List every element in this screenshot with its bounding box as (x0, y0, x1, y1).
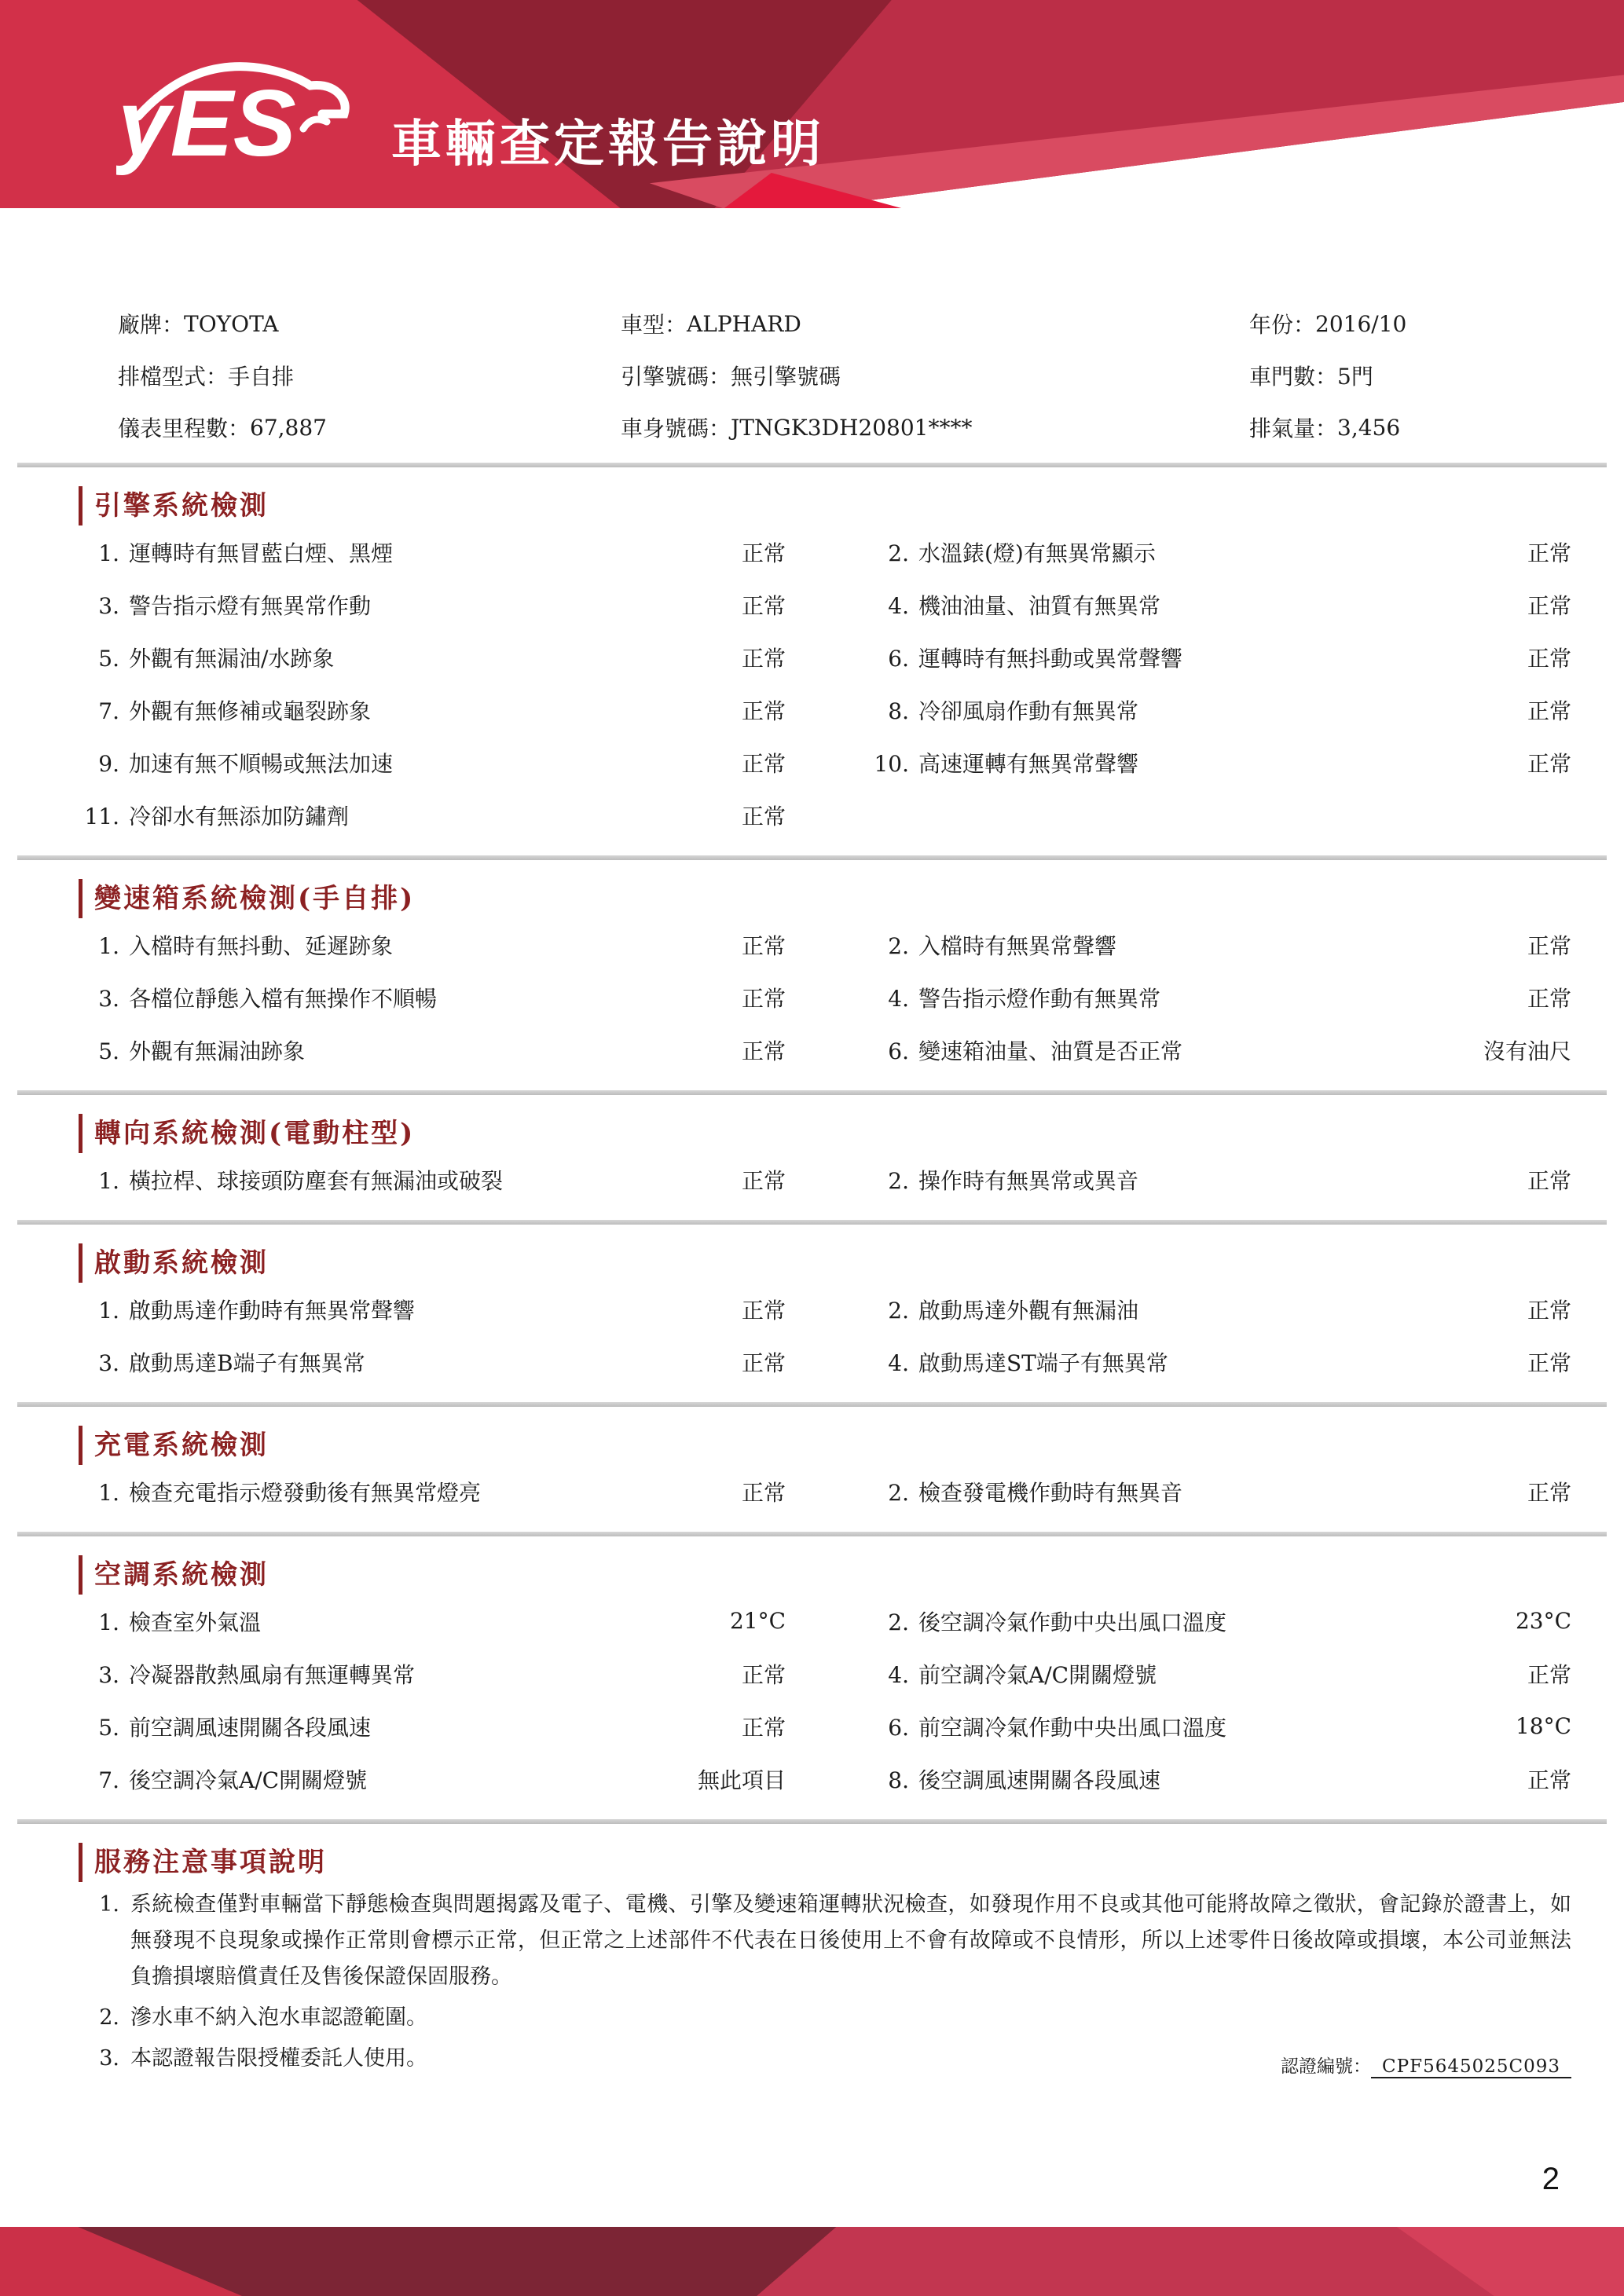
item-label-cell (786, 1658, 1446, 1690)
item-label: 外觀有無漏油跡象 (129, 1038, 306, 1064)
item-number: 7. (98, 1767, 119, 1793)
section-title: 充電系統檢測 (79, 1426, 1571, 1465)
item-value: 正常 (1527, 1167, 1571, 1194)
item-label-cell (79, 1346, 684, 1378)
item-label-cell (79, 1164, 684, 1196)
item-value: 正常 (741, 1349, 786, 1376)
cert-label: 認證編號： (1281, 2056, 1372, 2078)
item-number: 1. (98, 1167, 119, 1194)
item-label-cell (79, 1476, 684, 1507)
item-number: 10. (874, 750, 909, 777)
item-label: 檢查充電指示燈發動後有無異常燈亮 (129, 1479, 482, 1506)
section-title: 轉向系統檢測(電動柱型) (79, 1114, 1571, 1153)
item-label-cell (786, 1034, 1446, 1066)
item-value: 正常 (1527, 750, 1571, 777)
item-label: 外觀有無修補或龜裂跡象 (129, 698, 372, 724)
yes-logo (116, 38, 387, 175)
info-value: TOYOTA (184, 310, 279, 337)
note-text: 本認證報告限授權委託人使用。 (130, 2045, 427, 2071)
info-label: 車身號碼： (621, 416, 731, 441)
inspection-row (79, 578, 1571, 631)
item-value: 正常 (1527, 698, 1571, 724)
item-number: 1. (98, 1609, 119, 1635)
inspection-row (79, 1595, 1571, 1647)
item-number: 2. (888, 1479, 909, 1506)
item-label: 加速有無不順暢或無法加速 (129, 750, 394, 777)
item-label: 冷卻風扇作動有無異常 (918, 698, 1139, 724)
item-label-cell (79, 800, 684, 831)
section-divider (17, 1819, 1607, 1824)
info-year (1249, 298, 1571, 350)
section-divider (17, 1532, 1607, 1536)
item-number: 2. (888, 1297, 909, 1324)
section-divider (17, 1220, 1607, 1225)
item-label: 後空調風速開關各段風速 (918, 1767, 1161, 1793)
inspection-row (79, 631, 1571, 683)
item-label-cell (786, 642, 1446, 673)
item-number: 2. (888, 932, 909, 959)
info-value: 無引擎號碼 (731, 364, 841, 390)
item-label: 啟動馬達B端子有無異常 (129, 1349, 365, 1376)
inspection-section (0, 1426, 1624, 1529)
inspection-row (79, 1647, 1571, 1700)
note-number: 2. (99, 2005, 119, 2030)
service-notes (79, 1887, 1571, 2076)
page-header (0, 0, 1624, 208)
item-label: 變速箱油量、油質是否正常 (918, 1038, 1183, 1064)
inspection-section (0, 879, 1624, 1087)
item-label-cell (786, 1164, 1446, 1196)
item-number: 3. (98, 985, 119, 1012)
inspection-row (79, 1153, 1571, 1206)
item-value: 正常 (741, 592, 786, 619)
item-number: 2. (888, 1609, 909, 1635)
item-label: 啟動馬達外觀有無漏油 (918, 1297, 1139, 1324)
item-label-cell (786, 1346, 1446, 1378)
info-label: 儀表里程數： (118, 416, 251, 441)
info-model (621, 298, 1249, 350)
item-number: 4. (888, 1349, 909, 1376)
item-number: 3. (98, 1349, 119, 1376)
item-label-cell (79, 642, 684, 673)
item-label: 檢查室外氣溫 (129, 1609, 262, 1635)
item-label: 後空調冷氣作動中央出風口溫度 (918, 1609, 1227, 1635)
section-title: 引擎系統檢測 (79, 486, 1571, 525)
item-value: 正常 (1527, 592, 1571, 619)
section-divider (17, 1090, 1607, 1095)
item-number: 3. (98, 1661, 119, 1688)
section-divider (17, 1402, 1607, 1407)
section-divider (17, 855, 1607, 860)
inspection-section (0, 1114, 1624, 1217)
item-label: 橫拉桿、球接頭防塵套有無漏油或破裂 (129, 1167, 504, 1194)
section-title: 空調系統檢測 (79, 1555, 1571, 1595)
item-value: 正常 (741, 985, 786, 1012)
item-value: 正常 (1527, 1479, 1571, 1506)
item-label: 冷卻水有無添加防鏽劑 (129, 803, 350, 829)
item-label: 前空調風速開關各段風速 (129, 1714, 372, 1741)
item-label: 啟動馬達作動時有無異常聲響 (129, 1297, 416, 1324)
item-label-cell (79, 982, 684, 1013)
item-number: 5. (98, 1714, 119, 1741)
item-label-cell (786, 1606, 1446, 1637)
item-number: 6. (888, 1714, 909, 1741)
inspection-row (79, 971, 1571, 1023)
item-label-cell (786, 1711, 1446, 1742)
note-number: 1. (99, 1892, 119, 1917)
item-label-cell (786, 982, 1446, 1013)
item-label-cell (79, 589, 684, 621)
info-mileage (118, 401, 621, 453)
item-label-cell (786, 1763, 1446, 1795)
item-label-cell (79, 1711, 684, 1742)
item-number: 2. (888, 1167, 909, 1194)
svg-text:yES: yES (118, 71, 296, 175)
item-value: 沒有油尺 (1483, 1038, 1571, 1064)
item-number: 4. (888, 1661, 909, 1688)
item-label: 冷凝器散熱風扇有無運轉異常 (129, 1661, 416, 1688)
item-label: 操作時有無異常或異音 (918, 1167, 1139, 1194)
item-label: 後空調冷氣A/C開關燈號 (129, 1767, 368, 1793)
item-number: 6. (888, 1038, 909, 1064)
item-label: 警告指示燈作動有無異常 (918, 985, 1161, 1012)
certification-number (1281, 2052, 1571, 2078)
inspection-row (79, 1335, 1571, 1388)
info-label: 廠牌： (118, 312, 185, 338)
inspection-section (0, 486, 1624, 852)
note-row (79, 2000, 1571, 2036)
item-label-cell (79, 747, 684, 778)
item-value: 18°C (1515, 1713, 1571, 1739)
page-number: 2 (1542, 2162, 1560, 2196)
inspection-row (79, 1752, 1571, 1805)
info-label: 排檔型式： (118, 364, 229, 390)
inspection-row (79, 683, 1571, 736)
item-label-cell (79, 1294, 684, 1325)
info-transmission-type (118, 350, 621, 401)
item-value: 正常 (1527, 985, 1571, 1012)
item-value: 正常 (741, 750, 786, 777)
info-displacement (1249, 401, 1571, 453)
info-label: 車型： (621, 312, 687, 338)
inspection-section (0, 1243, 1624, 1399)
note-number: 3. (99, 2045, 119, 2071)
item-value: 正常 (741, 645, 786, 672)
info-label: 引擎號碼： (621, 364, 731, 390)
item-value: 正常 (741, 540, 786, 566)
info-value: 3,456 (1337, 414, 1401, 441)
item-number: 1. (98, 540, 119, 566)
item-value: 無此項目 (697, 1767, 786, 1793)
item-label: 檢查發電機作動時有無異音 (918, 1479, 1183, 1506)
item-label: 入檔時有無異常聲響 (918, 932, 1117, 959)
item-number: 2. (888, 540, 909, 566)
item-number: 3. (98, 592, 119, 619)
item-value: 正常 (741, 932, 786, 959)
inspection-row (79, 1700, 1571, 1752)
car-outline-icon (116, 38, 387, 175)
item-number: 7. (98, 698, 119, 724)
info-value: 5門 (1337, 364, 1373, 390)
item-label-cell (786, 1294, 1446, 1325)
item-value: 正常 (1527, 1349, 1571, 1376)
inspection-row (79, 789, 1571, 841)
item-number: 4. (888, 985, 909, 1012)
note-text: 系統檢查僅對車輛當下靜態檢查與問題揭露及電子、電機、引擎及變速箱運轉狀況檢查，如發現作用不良或其他可能將故障之徵狀，會記錄於證書上，如無發現不良現象或操作正常則會標示正常，但正常之上述部件不代表在日後使用上不會有故障或不良情形，所以上述零件日後故障或損壞，本公司並無法負擔損壞賠償責任及售後保證保固服務。 (130, 1892, 1571, 1989)
item-label-cell (786, 536, 1446, 568)
inspection-row (79, 1023, 1571, 1076)
item-label-cell (79, 1606, 684, 1637)
item-number: 1. (98, 932, 119, 959)
info-vin (621, 401, 1249, 453)
inspection-row (79, 1465, 1571, 1518)
item-label-cell (786, 929, 1446, 961)
item-value: 23°C (1515, 1608, 1571, 1634)
item-number: 1. (98, 1297, 119, 1324)
item-value: 正常 (741, 698, 786, 724)
item-value: 正常 (741, 803, 786, 829)
item-label: 前空調冷氣作動中央出風口溫度 (918, 1714, 1227, 1741)
item-label-cell (79, 536, 684, 568)
note-text: 滲水車不納入泡水車認證範圍。 (130, 2005, 427, 2030)
inspection-row (79, 918, 1571, 971)
item-value: 正常 (1527, 540, 1571, 566)
info-brand (118, 298, 621, 350)
inspection-sections (0, 486, 1624, 1824)
inspection-row (79, 736, 1571, 789)
item-label: 啟動馬達ST端子有無異常 (918, 1349, 1168, 1376)
item-value: 正常 (1527, 645, 1571, 672)
item-label: 前空調冷氣A/C開關燈號 (918, 1661, 1157, 1688)
item-label: 外觀有無漏油/水跡象 (129, 645, 335, 672)
item-number: 11. (84, 803, 119, 829)
item-number: 5. (98, 645, 119, 672)
item-label-cell (79, 1034, 684, 1066)
item-label: 各檔位靜態入檔有無操作不順暢 (129, 985, 438, 1012)
item-number: 5. (98, 1038, 119, 1064)
info-label: 車門數： (1249, 364, 1338, 390)
item-value: 正常 (741, 1714, 786, 1741)
section-title: 服務注意事項說明 (79, 1843, 1571, 1882)
report-body (0, 208, 1624, 2087)
item-value: 正常 (741, 1297, 786, 1324)
item-value: 正常 (1527, 1661, 1571, 1688)
info-value: 2016/10 (1315, 310, 1407, 337)
item-label-cell (79, 694, 684, 726)
section-title: 變速箱系統檢測(手自排) (79, 879, 1571, 918)
inspection-row (79, 1283, 1571, 1335)
item-label: 運轉時有無抖動或異常聲響 (918, 645, 1183, 672)
info-label: 年份： (1249, 312, 1316, 338)
inspection-row (79, 525, 1571, 578)
page-footer (0, 2227, 1624, 2296)
item-value: 正常 (1527, 1767, 1571, 1793)
info-value: 手自排 (228, 364, 295, 390)
item-label-cell (786, 747, 1446, 778)
item-value: 正常 (1527, 1297, 1571, 1324)
item-number: 6. (888, 645, 909, 672)
item-label-cell (79, 1658, 684, 1690)
item-value: 正常 (741, 1661, 786, 1688)
item-number: 8. (888, 698, 909, 724)
info-value: ALPHARD (687, 310, 801, 337)
item-value: 正常 (741, 1167, 786, 1194)
note-row (79, 1887, 1571, 1995)
info-value: 67,887 (250, 414, 327, 441)
item-number: 9. (98, 750, 119, 777)
service-notes-section (0, 1843, 1624, 2087)
item-value: 正常 (741, 1038, 786, 1064)
item-label: 入檔時有無抖動、延遲跡象 (129, 932, 394, 959)
section-title: 啟動系統檢測 (79, 1243, 1571, 1283)
item-value: 正常 (741, 1479, 786, 1506)
item-label-cell (79, 929, 684, 961)
item-label-cell (786, 1476, 1446, 1507)
item-label: 高速運轉有無異常聲響 (918, 750, 1139, 777)
item-number: 1. (98, 1479, 119, 1506)
item-label: 水溫錶(燈)有無異常顯示 (918, 540, 1156, 566)
item-label: 警告指示燈有無異常作動 (129, 592, 372, 619)
info-value: JTNGK3DH20801**** (731, 414, 973, 441)
item-value: 21°C (729, 1608, 786, 1634)
vehicle-info (79, 208, 1571, 460)
inspection-section (0, 1555, 1624, 1816)
item-value: 正常 (1527, 932, 1571, 959)
item-label-cell (79, 1763, 684, 1795)
item-number: 4. (888, 592, 909, 619)
item-label: 運轉時有無冒藍白煙、黑煙 (129, 540, 394, 566)
item-number: 8. (888, 1767, 909, 1793)
item-label-cell (786, 694, 1446, 726)
info-engine-no (621, 350, 1249, 401)
item-label-cell (786, 589, 1446, 621)
info-label: 排氣量： (1249, 416, 1338, 441)
cert-value: CPF5645025C093 (1371, 2056, 1571, 2078)
page-title: 車輛查定報告說明 (391, 115, 825, 174)
item-label: 機油油量、油質有無異常 (918, 592, 1161, 619)
info-doors (1249, 350, 1571, 401)
section-divider (17, 463, 1607, 467)
